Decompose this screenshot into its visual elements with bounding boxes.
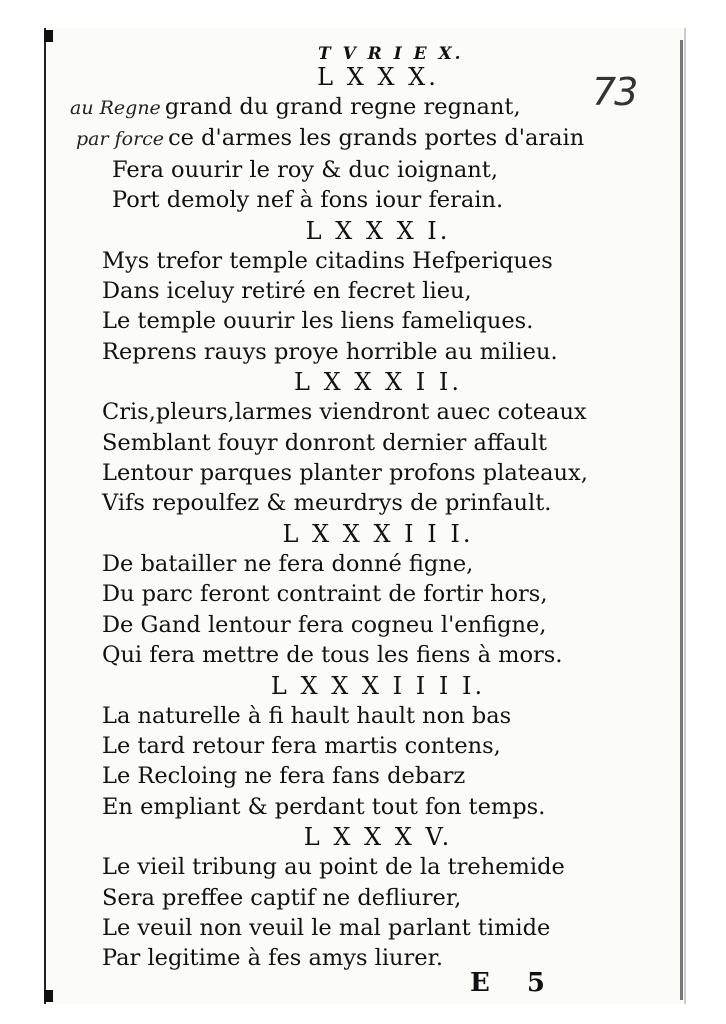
verse-line: Le Recloing ne fera fans debarz xyxy=(102,763,466,790)
verse-line: Lentour parques planter profons plateaux, xyxy=(102,460,588,487)
quatrain-number: L X X X V. xyxy=(303,823,453,852)
verse-line: Fera ouurir le roy & duc ioignant, xyxy=(112,156,498,183)
verse-line: Sera preffee captif ne defliurer, xyxy=(102,884,462,911)
quatrain-number: L X X X I I. xyxy=(294,368,462,397)
signature-mark: E 5 xyxy=(470,968,559,998)
quatrain-number: L X X X I. xyxy=(305,216,451,245)
verse-line: En empliant & perdant tout fon temps. xyxy=(102,793,546,820)
verse-line: Par legitime à fes amys liurer. xyxy=(102,945,444,972)
verse-line: De Gand lentour fera cogneu l'enfigne, xyxy=(102,611,547,638)
verse-line: Cris,pleurs,larmes viendront auec coteaux xyxy=(102,399,587,426)
verse-line: Le tard retour fera martis contens, xyxy=(102,732,501,759)
quatrain-number: L X X X I I I. xyxy=(282,519,474,548)
verse-line: au Regne grand du grand regne regnant, xyxy=(70,94,521,120)
verse-line: Mys trefor temple citadins Hefperiques xyxy=(102,247,553,274)
quatrain-number: L X X X. xyxy=(317,63,439,91)
verse-line: Vifs repoulfez & meurdrys de prinfault. xyxy=(102,490,552,517)
quatrain-number: L X X X I I I I. xyxy=(270,671,486,700)
verse-line: Semblant fouyr donront dernier affault xyxy=(102,429,548,456)
verse-line: Du parc feront contraint de fortir hors, xyxy=(102,581,548,608)
running-title: T V R I E X. xyxy=(318,44,464,64)
corner-mark-bottom xyxy=(44,990,53,1002)
verse-line: De batailler ne fera donné figne, xyxy=(102,550,474,577)
verse-line: Le vieil tribung au point de la trehemide xyxy=(102,854,565,881)
verse-line: Reprens rauys proye horrible au milieu. xyxy=(102,338,558,365)
corner-mark-top xyxy=(44,30,53,42)
verse-line: par force ce d'armes les grands portes d'arain xyxy=(76,125,585,152)
verse-line: La naturelle à fi hault hault non bas xyxy=(102,702,512,729)
verse-line: Qui fera mettre de tous les fiens à mors. xyxy=(102,642,563,669)
verse-line: Le temple ouurir les liens fameliques. xyxy=(102,308,534,335)
folio-number: 73 xyxy=(592,70,637,114)
verse-line: Dans iceluy retiré en fecret lieu, xyxy=(102,278,472,305)
verse-line: Le veuil non veuil le mal parlant timide xyxy=(102,914,551,941)
handwritten-annotation: au Regne xyxy=(70,97,161,119)
handwritten-annotation: par force xyxy=(76,128,165,151)
verse-line: Port demoly nef à fons iour ferain. xyxy=(112,187,504,214)
quatrain-text xyxy=(0,62,726,974)
